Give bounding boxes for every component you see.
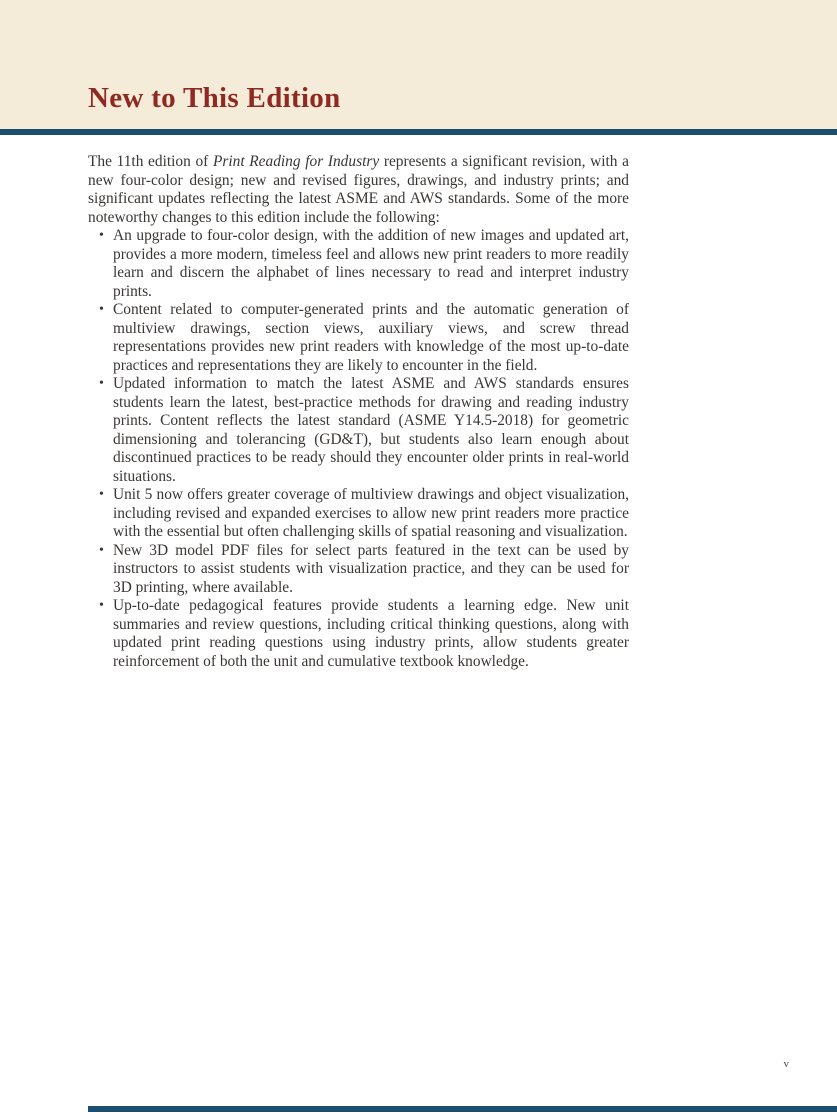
list-item-unit5-multiview: • Unit 5 now offers greater coverage of multiview drawings and object visualization, including revised and expanded exercises to allow new print readers more practice with the essential but often challenging skills of spatial reasoning and visualization. (88, 486, 629, 542)
page-title: New to This Edition (88, 82, 341, 114)
list-item-computer-generated-prints: • Content related to computer-generated prints and the automatic generation of multiview drawings, section views, auxiliary views, and screw thread representations provides new print readers with knowledge of the most up-to-date practices and representations they are likely to encounter in the field. (88, 301, 629, 375)
changes-list (88, 227, 629, 671)
header-rule (0, 129, 837, 135)
intro-paragraph (88, 153, 629, 227)
intro-text-end: represents a significant revision, with a new four-color design; new and revised figures, drawings, and industry prints; and significant updates reflecting the latest ASME and AWS standards. Some of the more noteworthy changes to this edition include the following: (88, 153, 629, 226)
list-item-four-color-design: • An upgrade to four-color design, with the addition of new images and updated art, provides a more modern, timeless feel and allows new print readers to more readily learn and discern the alphabet of lines necessary to read and interpret industry prints. (88, 227, 629, 301)
list-item-pedagogical-features: • Up-to-date pedagogical features provide students a learning edge. New unit summaries and review questions, including critical thinking questions, along with updated print reading questions using industry prints, allow students greater reinforcement of both the unit and cumulative textbook knowledge. (88, 597, 629, 671)
list-item-asme-aws-standards: • Updated information to match the latest ASME and AWS standards ensures students learn the latest, best-practice methods for drawing and reading industry prints. Content reflects the latest standard (ASME Y14.5-2018) for geometric dimensioning and tolerancing (GD&T), but students also learn enough about discontinued practices to be ready should they encounter older prints in real-world situations. (88, 375, 629, 486)
book-title-italic: Print Reading for Industry (212, 153, 380, 170)
footer-rule (88, 1106, 837, 1112)
page-number: v (783, 1058, 789, 1070)
page-header-band (0, 0, 837, 129)
list-item-3d-model-pdf: • New 3D model PDF files for select parts featured in the text can be used by instructors to assist students with visualization practice, and they can be used for 3D printing, where available. (88, 542, 629, 598)
page-content (88, 153, 629, 671)
intro-text-start: The 11th edition of (88, 153, 213, 170)
